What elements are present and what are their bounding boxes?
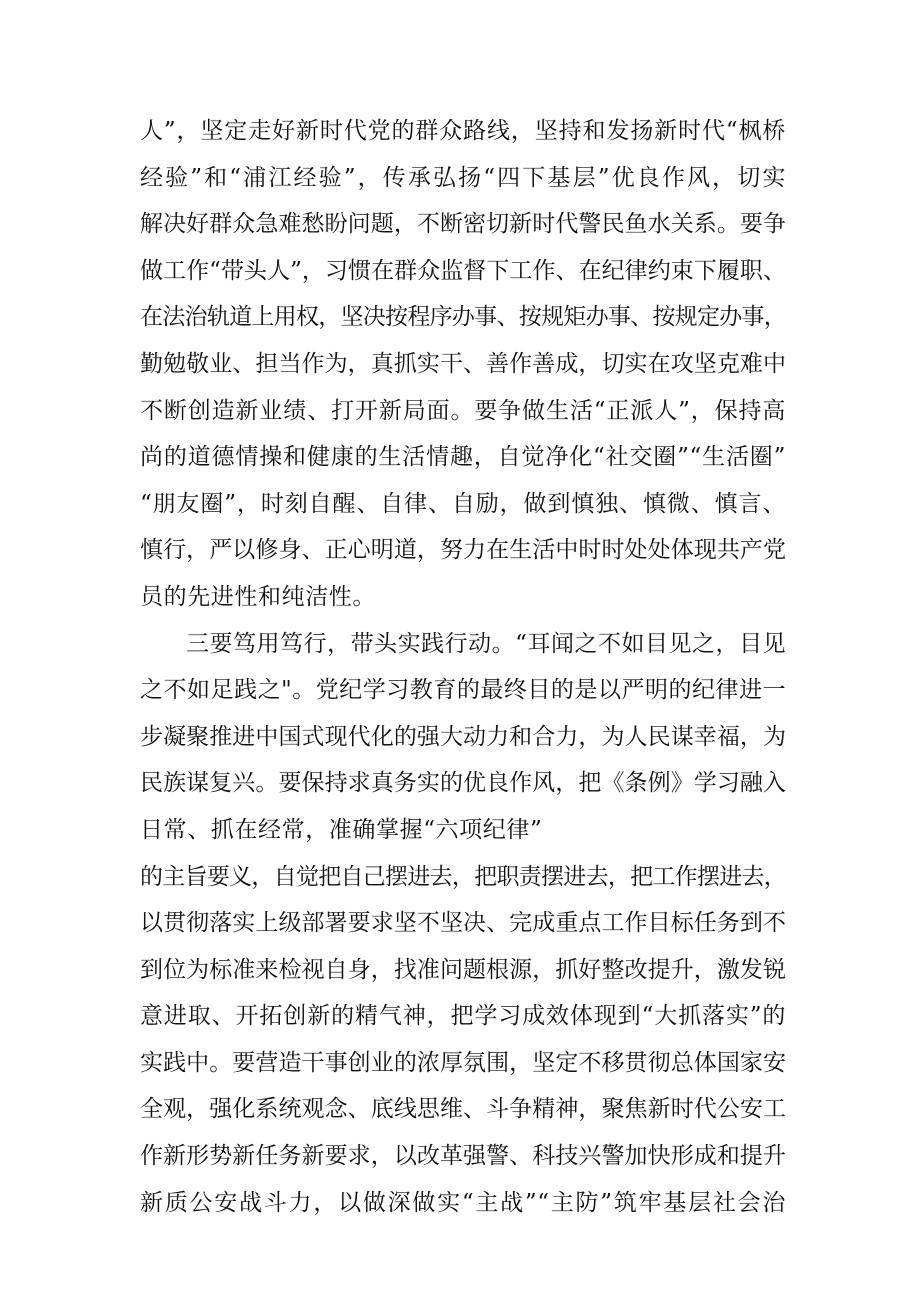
text-line: 做工作“带头人”，习惯在群众监督下工作、在纪律约束下履职、 xyxy=(140,257,786,284)
text-line: 在法治轨道上用权，坚决按程序办事、按规矩办事、按规定办事， xyxy=(140,304,786,331)
text-line: 全观，强化系统观念、底线思维、斗争精神，聚焦新时代公安工 xyxy=(140,1096,786,1123)
text-line: 新质公安战斗力，以做深做实“主战”“主防”筑牢基层社会治 xyxy=(140,1189,786,1216)
text-line: 以贯彻落实上级部署要求坚不坚决、完成重点工作目标任务到不 xyxy=(140,910,786,937)
text-line: 员的先进性和纯洁性。 xyxy=(140,583,376,610)
text-line: 经验”和“浦江经验”，传承弘扬“四下基层”优良作风，切实 xyxy=(140,164,786,191)
text-line: 的主旨要义，自觉把自己摆进去，把职责摆进去，把工作摆进去， xyxy=(140,863,786,890)
text-line: 解决好群众急难愁盼问题，不断密切新时代警民鱼水关系。要争 xyxy=(140,211,786,238)
paragraph-first-line: 三要笃用笃行，带头实践行动。“耳闻之不如目见之，目见 xyxy=(186,630,786,657)
body-text xyxy=(140,108,786,1226)
text-line: 勤勉敬业、担当作为，真抓实干、善作善成，切实在攻坚克难中 xyxy=(140,350,786,377)
text-line: 作新形势新任务新要求，以改革强警、科技兴警加快形成和提升 xyxy=(140,1143,786,1170)
text-line: 实践中。要营造干事创业的浓厚氛围，坚定不移贯彻总体国家安 xyxy=(140,1049,786,1076)
text-line: 尚的道德情操和健康的生活情趣，自觉净化“社交圈”“生活圈” xyxy=(140,444,786,471)
text-line: 步凝聚推进中国式现代化的强大动力和合力，为人民谋幸福，为 xyxy=(140,723,786,750)
text-line: 民族谋复兴。要保持求真务实的优良作风，把《条例》学习融入 xyxy=(140,770,786,797)
text-line: 日常、抓在经常，准确掌握“六项纪律” xyxy=(140,816,543,843)
text-line: 人”，坚定走好新时代党的群众路线，坚持和发扬新时代“枫桥 xyxy=(140,118,786,144)
text-line: 到位为标准来检视自身，找准问题根源，抓好整改提升，激发锐 xyxy=(140,956,786,983)
text-line: “朋友圈”，时刻自醒、自律、自励，做到慎独、慎微、慎言、 xyxy=(140,490,786,517)
text-line: 慎行，严以修身、正心明道，努力在生活中时时处处体现共产党 xyxy=(140,537,786,564)
text-line: 意进取、开拓创新的精气神，把学习成效体现到“大抓落实”的 xyxy=(140,1003,786,1030)
text-line: 不断创造新业绩、打开新局面。要争做生活“正派人”，保持高 xyxy=(140,397,786,424)
text-line: 之不如足践之"。党纪学习教育的最终目的是以严明的纪律进一 xyxy=(140,677,786,704)
